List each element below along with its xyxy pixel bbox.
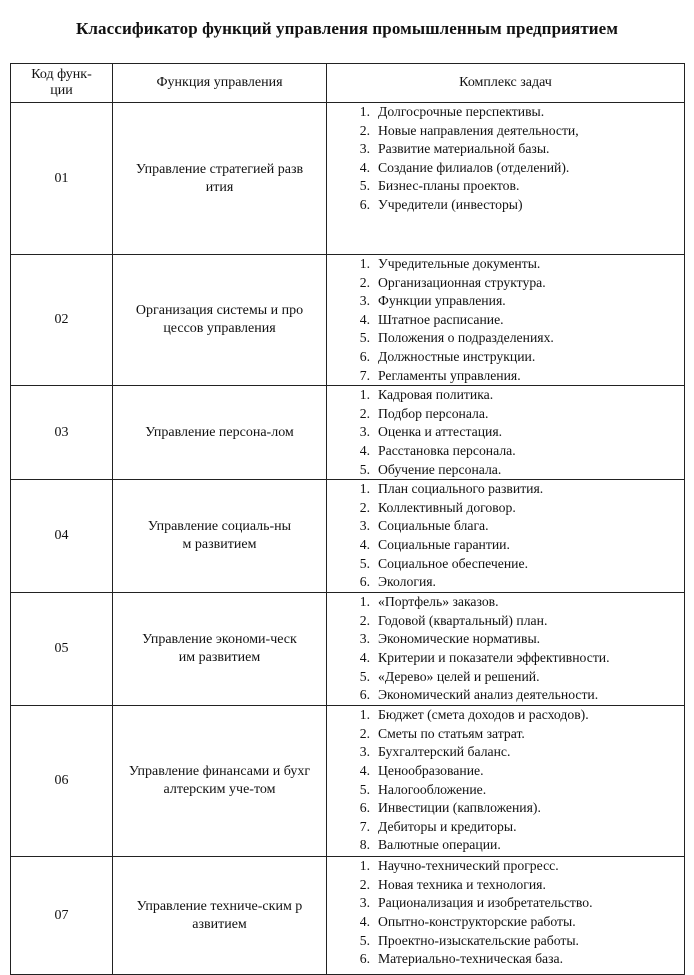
task-item — [327, 348, 684, 367]
task-list — [327, 103, 684, 215]
task-number: 2. — [359, 876, 370, 892]
table-row — [11, 593, 685, 706]
function-name-cell — [113, 857, 327, 975]
task-number: 3. — [359, 895, 370, 911]
table-row — [11, 255, 685, 386]
task-number: 2. — [359, 725, 370, 741]
task-text: Функции управления. — [378, 293, 506, 309]
task-item — [327, 536, 684, 555]
task-text: Социальное обеспечение. — [378, 555, 529, 571]
task-number: 6. — [359, 687, 370, 703]
task-text: Оценка и аттестация. — [378, 424, 503, 440]
task-number: 5. — [359, 932, 370, 948]
task-text: Бухгалтерский баланс. — [378, 744, 511, 760]
task-text: Создание филиалов (отделений). — [378, 159, 570, 175]
task-text: Бизнес-планы проектов. — [378, 178, 520, 194]
task-complex — [327, 857, 685, 975]
task-number: 2. — [359, 405, 370, 421]
task-item — [327, 555, 684, 574]
task-item — [327, 686, 684, 705]
task-number: 6. — [359, 348, 370, 364]
task-text: Сметы по статьям затрат. — [378, 725, 525, 741]
task-item — [327, 274, 684, 293]
task-item — [327, 480, 684, 499]
task-number: 1. — [359, 387, 370, 403]
page-title: Классификатор функций управления промышленным предприятием — [75, 19, 618, 38]
task-text: «Портфель» заказов. — [378, 594, 499, 610]
task-number: 4. — [359, 159, 370, 175]
task-number: 1. — [359, 481, 370, 497]
task-item — [327, 781, 684, 800]
task-number: 1. — [359, 858, 370, 874]
task-item — [327, 913, 684, 932]
function-name-cell — [113, 593, 327, 706]
function-name: Управление экономи-ческим развитием — [142, 632, 297, 666]
task-text: Годовой (квартальный) план. — [378, 612, 548, 628]
task-text: Социальные блага. — [378, 518, 489, 534]
task-list — [327, 857, 684, 969]
task-item — [327, 367, 684, 386]
task-text: Коллективный договор. — [378, 499, 516, 515]
function-code: 05 — [11, 593, 113, 706]
task-item — [327, 649, 684, 668]
task-item — [327, 932, 684, 951]
function-code: 07 — [11, 857, 113, 975]
task-text: Подбор персонала. — [378, 405, 489, 421]
task-text: Должностные инструкции. — [378, 348, 536, 364]
task-item — [327, 762, 684, 781]
task-text: Новая техника и технология. — [378, 876, 546, 892]
task-item — [327, 499, 684, 518]
task-item — [327, 668, 684, 687]
task-text: Критерии и показатели эффективности. — [378, 649, 610, 665]
task-text: Экология. — [378, 574, 436, 590]
task-text: Расстановка персонала. — [378, 442, 516, 458]
task-number: 2. — [359, 122, 370, 138]
task-complex — [327, 480, 685, 593]
task-text: Научно-технический прогресс. — [378, 858, 559, 874]
task-text: Материально-техническая база. — [378, 951, 564, 967]
function-name: Управление стратегией развития — [135, 161, 304, 195]
task-item — [327, 818, 684, 837]
task-number: 1. — [359, 707, 370, 723]
task-complex — [327, 386, 685, 480]
task-number: 3. — [359, 744, 370, 760]
task-item — [327, 159, 684, 178]
task-number: 5. — [359, 461, 370, 477]
task-number: 3. — [359, 424, 370, 440]
function-name-cell — [113, 103, 327, 255]
task-item — [327, 140, 684, 159]
task-item — [327, 292, 684, 311]
function-code: 06 — [11, 706, 113, 857]
task-item — [327, 386, 684, 405]
task-number: 1. — [359, 594, 370, 610]
task-item — [327, 329, 684, 348]
function-name-cell — [113, 386, 327, 480]
function-code: 01 — [11, 103, 113, 255]
table-row — [11, 706, 685, 857]
function-code: 04 — [11, 480, 113, 593]
task-item — [327, 799, 684, 818]
table-row — [11, 386, 685, 480]
task-item — [327, 612, 684, 631]
task-number: 4. — [359, 442, 370, 458]
task-number: 4. — [359, 913, 370, 929]
header-tasks: Комплекс задач — [327, 64, 685, 103]
table-row — [11, 103, 685, 255]
function-code: 02 — [11, 255, 113, 386]
task-number: 7. — [359, 367, 370, 383]
task-text: Учредительные документы. — [378, 256, 541, 271]
task-number: 2. — [359, 612, 370, 628]
task-number: 5. — [359, 330, 370, 346]
task-text: Кадровая политика. — [378, 387, 494, 403]
task-number: 2. — [359, 499, 370, 515]
task-number: 4. — [359, 649, 370, 665]
task-text: Штатное расписание. — [378, 311, 504, 327]
task-item — [327, 517, 684, 536]
task-item — [327, 593, 684, 612]
task-number: 4. — [359, 311, 370, 327]
task-number: 4. — [359, 762, 370, 778]
table-body — [11, 103, 685, 975]
task-item — [327, 725, 684, 744]
task-number: 3. — [359, 293, 370, 309]
task-number: 7. — [359, 818, 370, 834]
task-text: Бюджет (смета доходов и расходов). — [378, 707, 589, 723]
function-name: Управление персона-лом — [145, 424, 294, 440]
function-classifier-table — [10, 63, 685, 975]
task-item — [327, 573, 684, 592]
task-text: Учредители (инвесторы) — [378, 196, 523, 212]
task-complex — [327, 593, 685, 706]
function-name-cell — [113, 255, 327, 386]
task-number: 6. — [359, 574, 370, 590]
task-item — [327, 706, 684, 725]
header-function: Функция управления — [113, 64, 327, 103]
function-name: Организация системы и процессов управления — [135, 303, 304, 337]
task-text: Экономический анализ деятельности. — [378, 687, 599, 703]
task-number: 4. — [359, 536, 370, 552]
task-item — [327, 857, 684, 876]
task-text: План социального развития. — [378, 481, 544, 497]
task-text: Ценообразование. — [378, 762, 484, 778]
task-text: Экономические нормативы. — [378, 631, 541, 647]
task-item — [327, 876, 684, 895]
task-text: Новые направления деятельности, — [378, 122, 579, 138]
task-text: Валютные операции. — [378, 837, 501, 853]
task-list — [327, 593, 684, 705]
table-row — [11, 857, 685, 975]
task-number: 2. — [359, 274, 370, 290]
function-name: Управление техниче-ским развитием — [136, 898, 303, 932]
task-list — [327, 480, 684, 592]
task-item — [327, 743, 684, 762]
task-number: 3. — [359, 631, 370, 647]
task-item — [327, 461, 684, 480]
function-name: Управление финансами и бухгалтерским уче-том — [128, 764, 311, 798]
task-number: 8. — [359, 837, 370, 853]
task-item — [327, 423, 684, 442]
task-complex — [327, 103, 685, 255]
task-number: 5. — [359, 668, 370, 684]
task-number: 6. — [359, 951, 370, 967]
task-complex — [327, 255, 685, 386]
task-item — [327, 405, 684, 424]
function-name: Управление социаль-ным развитием — [147, 519, 292, 553]
task-number: 3. — [359, 141, 370, 157]
task-list — [327, 706, 684, 855]
task-text: Дебиторы и кредиторы. — [378, 818, 517, 834]
task-text: Опытно-конструкторские работы. — [378, 913, 576, 929]
task-number: 6. — [359, 196, 370, 212]
task-text: Социальные гарантии. — [378, 536, 510, 552]
task-list — [327, 255, 684, 385]
task-number: 3. — [359, 518, 370, 534]
task-item — [327, 894, 684, 913]
header-code-label: Код функ-ции — [31, 67, 92, 98]
task-number: 5. — [359, 555, 370, 571]
function-name-cell — [113, 706, 327, 857]
task-item — [327, 196, 684, 215]
task-text: Организационная структура. — [378, 274, 546, 290]
function-code: 03 — [11, 386, 113, 480]
task-text: Положения о подразделениях. — [378, 330, 554, 346]
task-number: 1. — [359, 256, 370, 271]
task-text: Долгосрочные перспективы. — [378, 104, 545, 119]
header-code — [11, 64, 113, 103]
task-number: 1. — [359, 104, 370, 119]
task-item — [327, 442, 684, 461]
task-text: Развитие материальной базы. — [378, 141, 550, 157]
task-text: Рационализация и изобретательство. — [378, 895, 593, 911]
task-item — [327, 630, 684, 649]
task-item — [327, 836, 684, 855]
task-text: «Дерево» целей и решений. — [378, 668, 540, 684]
header-row — [11, 64, 685, 103]
task-number: 5. — [359, 781, 370, 797]
task-item — [327, 122, 684, 141]
task-item — [327, 103, 684, 122]
task-text: Налогообложение. — [378, 781, 487, 797]
task-item — [327, 311, 684, 330]
task-text: Инвестиции (капвложения). — [378, 800, 541, 816]
function-name-cell — [113, 480, 327, 593]
table-row — [11, 480, 685, 593]
task-complex — [327, 706, 685, 857]
task-text: Обучение персонала. — [378, 461, 502, 477]
task-item — [327, 255, 684, 274]
task-text: Регламенты управления. — [378, 367, 521, 383]
task-item — [327, 177, 684, 196]
task-list — [327, 386, 684, 479]
task-number: 5. — [359, 178, 370, 194]
task-number: 6. — [359, 800, 370, 816]
task-text: Проектно-изыскательские работы. — [378, 932, 579, 948]
task-item — [327, 950, 684, 969]
